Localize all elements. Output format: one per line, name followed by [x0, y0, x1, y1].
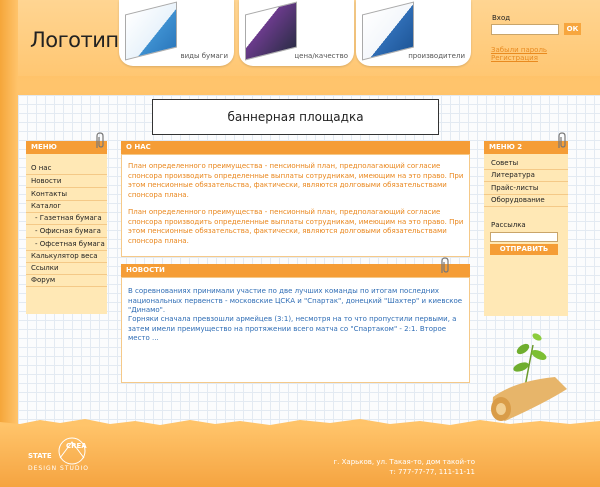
product-label: цена/качество	[294, 52, 348, 60]
newsletter-input[interactable]	[490, 232, 558, 242]
banner-placeholder[interactable]: баннерная площадка	[152, 99, 439, 135]
menu-divider	[26, 274, 107, 275]
menu-divider	[484, 181, 568, 182]
paperclip-icon	[438, 257, 452, 275]
menu-divider	[484, 194, 568, 195]
left-decorative-strip	[0, 0, 18, 487]
menu-item-news[interactable]: Новости	[31, 177, 62, 185]
newsletter-send-button[interactable]: ОТПРАВИТЬ	[490, 244, 558, 255]
menu-item-offset-paper[interactable]: - Офсетная бумага	[35, 240, 105, 248]
paper-ream-icon	[245, 2, 297, 61]
about-title: О НАС	[121, 141, 470, 154]
menu2-item-equipment[interactable]: Оборудование	[491, 196, 545, 204]
register-link[interactable]: Регистрация	[491, 54, 538, 62]
menu-item-contacts[interactable]: Контакты	[31, 190, 68, 198]
header-fade	[0, 76, 600, 96]
login-title: Вход	[492, 14, 511, 22]
menu-divider	[26, 224, 107, 225]
menu-item-newsprint[interactable]: - Газетная бумага	[35, 214, 102, 222]
paper-ream-icon	[362, 2, 414, 61]
login-input[interactable]	[491, 24, 559, 35]
newsletter-label: Рассылка	[491, 221, 526, 229]
product-label: виды бумаги	[180, 52, 228, 60]
menu-item-about[interactable]: О нас	[31, 164, 52, 172]
forgot-password-link[interactable]: Забыли пароль	[491, 46, 548, 54]
news-paragraph: Горняки сначала превзошли армейцев (3:1), несмотря на то что пропустили первыми, а затем имели преимущество на протяжении всего матча со "Спартаком" - 2:1. Второе место ...	[128, 315, 457, 342]
menu-item-office-paper[interactable]: - Офисная бумага	[35, 227, 101, 235]
brand-top: CREA	[66, 442, 87, 450]
about-paragraph: План определенного преимущества - пенсионный план, предполагающий согласие спонсора производить определенные выплаты сотрудникам, имеющим на это право. При этом пенсионные обязательства, фактически, являются долговыми обязательствами спонсора плана.	[128, 208, 464, 245]
product-paper-types[interactable]	[119, 0, 234, 66]
brand-mid: STATE	[28, 452, 52, 460]
menu-divider	[26, 174, 107, 175]
paperclip-icon	[555, 132, 569, 150]
news-title: НОВОСТИ	[121, 264, 470, 277]
news-paragraph: В соревнованиях принимали участие по две лучших команды по итогам последних национальных первенств - московские ЦСКА и "Спартак", донецкий "Шахтер" и киевское "Динамо".	[128, 287, 463, 314]
crea-state-logo	[50, 436, 96, 466]
menu2-item-literature[interactable]: Литература	[491, 171, 535, 179]
product-manufacturers[interactable]	[356, 0, 471, 66]
site-logo[interactable]: Логотип	[30, 28, 119, 52]
menu-item-links[interactable]: Ссылки	[31, 264, 59, 272]
menu-divider	[484, 206, 568, 207]
paper-ream-icon	[125, 2, 177, 61]
footer-phones: т: 777-77-77, 111-11-11	[389, 468, 475, 476]
menu-title: МЕНЮ	[26, 141, 107, 154]
menu-item-catalog[interactable]: Каталог	[31, 202, 62, 210]
menu-divider	[484, 169, 568, 170]
login-ok-button[interactable]: ОК	[564, 23, 581, 35]
menu-divider	[26, 237, 107, 238]
product-label: производители	[408, 52, 465, 60]
menu-divider	[26, 250, 107, 251]
menu2-title: МЕНЮ 2	[484, 141, 568, 154]
menu2-item-tips[interactable]: Советы	[491, 159, 519, 167]
menu-divider	[26, 200, 107, 201]
menu-item-forum[interactable]: Форум	[31, 276, 56, 284]
brand-bottom: DESIGN STUDIO	[28, 465, 90, 472]
menu-divider	[26, 286, 107, 287]
paperclip-icon	[93, 132, 107, 150]
menu-item-weight-calculator[interactable]: Калькулятор веса	[31, 252, 98, 260]
product-price-quality[interactable]	[239, 0, 354, 66]
menu2-item-price-lists[interactable]: Прайс-листы	[491, 184, 539, 192]
menu-divider	[26, 187, 107, 188]
menu-divider	[26, 212, 107, 213]
rolled-paper-plant-icon	[485, 325, 575, 425]
about-paragraph: План определенного преимущества - пенсионный план, предполагающий согласие спонсора производить определенные выплаты сотрудникам, имеющим на это право. При этом пенсионные обязательства, фактически, являются долговыми обязательствами спонсора плана.	[128, 162, 464, 199]
menu-divider	[26, 262, 107, 263]
footer-address: г. Харьков, ул. Такая-то, дом такой-то	[333, 458, 475, 466]
